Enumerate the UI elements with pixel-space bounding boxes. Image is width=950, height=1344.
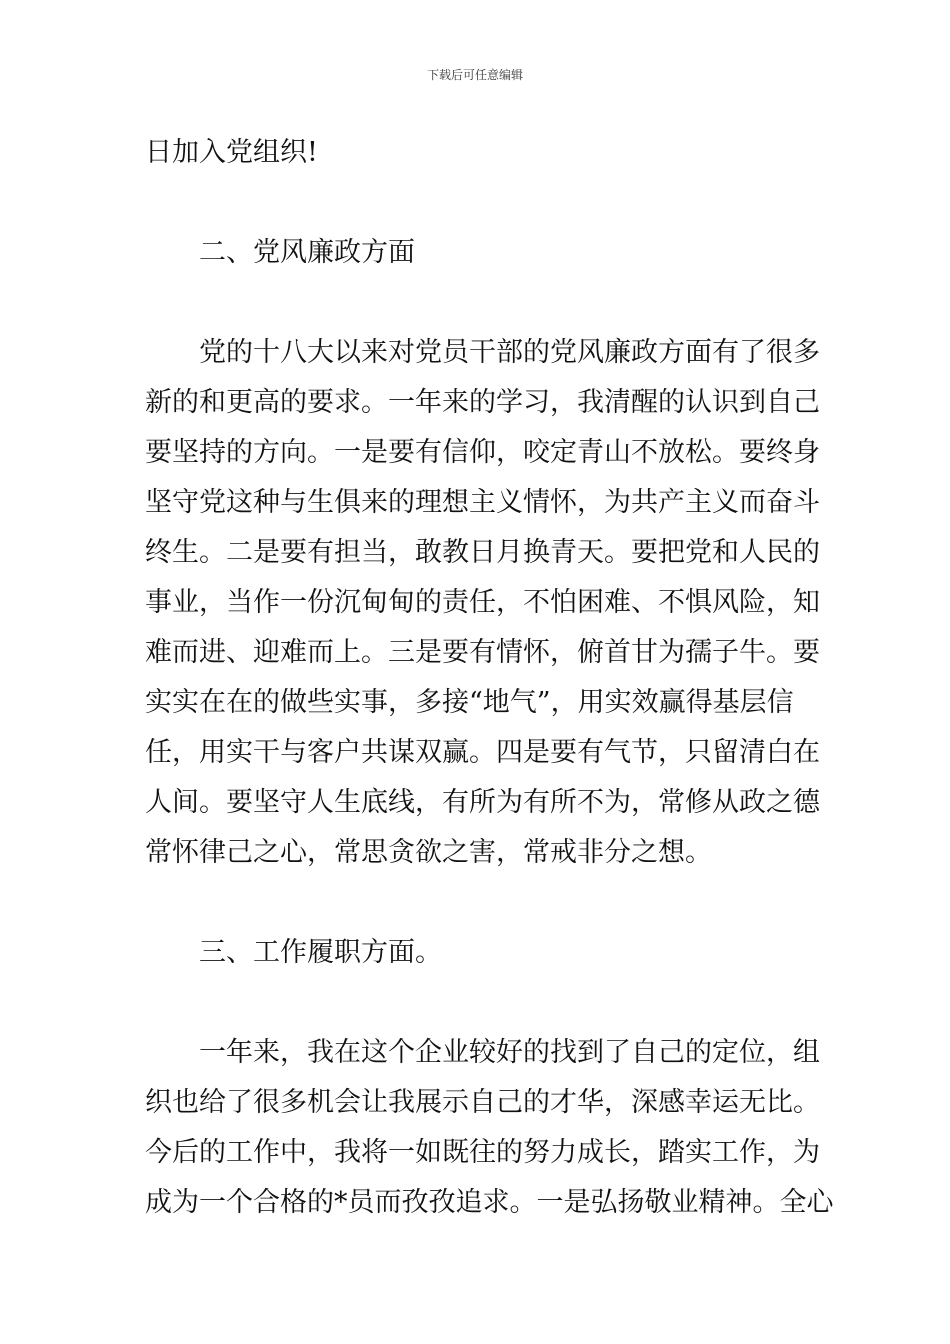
paragraph-line: 终生。二是要有担当，敢教日月换青天。要把党和人民的 xyxy=(145,537,820,568)
blank-line xyxy=(145,878,810,928)
document-body xyxy=(145,128,834,1228)
paragraph-line: 坚守党这种与生俱来的理想主义情怀，为共产主义而奋斗 xyxy=(145,487,820,518)
paragraph-line: 难而进、迎难而上。三是要有情怀，俯首甘为孺子牛。要 xyxy=(145,637,820,668)
paragraph-line: 任，用实干与客户共谋双赢。四是要有气节，只留清白在 xyxy=(145,737,820,768)
paragraph-line: 党的十八大以来对党员干部的党风廉政方面有了很多 xyxy=(199,337,820,368)
page-header-note: 下载后可任意编辑 xyxy=(426,68,523,82)
paragraph-line: 人间。要坚守人生底线，有所为有所不为，常修从政之德 xyxy=(145,787,820,818)
paragraph-line: 成为一个合格的*员而孜孜追求。一是弘扬敬业精神。全心 xyxy=(145,1187,834,1218)
paragraph-line: 事业，当作一份沉甸甸的责任，不怕困难、不惧风险，知 xyxy=(145,587,820,618)
paragraph-line: 要坚持的方向。一是要有信仰，咬定青山不放松。要终身 xyxy=(145,437,820,468)
paragraph-line: 常怀律己之心，常思贪欲之害，常戒非分之想。 xyxy=(145,837,712,868)
section-heading-2: 二、党风廉政方面 xyxy=(199,237,415,268)
blank-line xyxy=(145,178,810,228)
text-line: 日加入党组织! xyxy=(145,137,318,168)
section-heading-3: 三、工作履职方面。 xyxy=(199,937,442,968)
blank-line xyxy=(145,978,810,1028)
blank-line xyxy=(145,278,810,328)
paragraph-line: 织也给了很多机会让我展示自己的才华，深感幸运无比。 xyxy=(145,1087,820,1118)
paragraph-line: 新的和更高的要求。一年来的学习，我清醒的认识到自己 xyxy=(145,387,820,418)
paragraph-line: 今后的工作中，我将一如既往的努力成长，踏实工作，为 xyxy=(145,1137,820,1168)
paragraph-line: 一年来，我在这个企业较好的找到了自己的定位，组 xyxy=(199,1037,820,1068)
paragraph-line: 实实在在的做些实事，多接“地气”，用实效赢得基层信 xyxy=(145,687,794,718)
